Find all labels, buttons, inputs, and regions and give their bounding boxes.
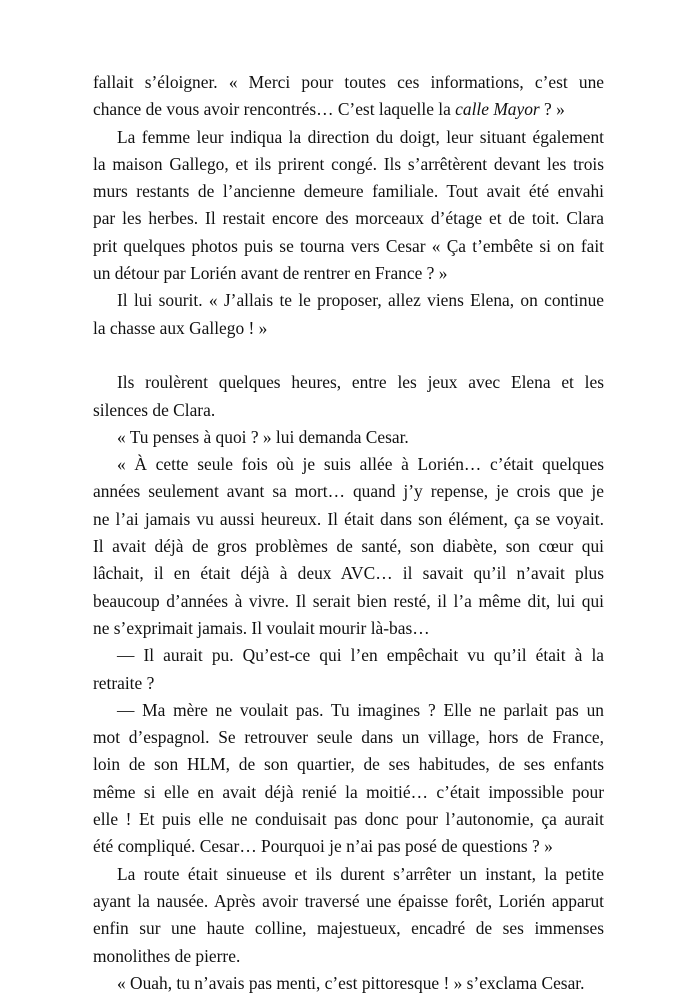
text-line: chance de vous avoir rencontrés… C’est laquelle la calle Mayor ? » [93,99,565,120]
text-line: beaucoup d’années à vivre. Il serait bien resté, il l’a même dit, lui qui [93,590,604,611]
text-line: Il avait déjà de gros problèmes de santé, son diabète, son cœur qui [93,536,604,557]
paragraph-3 [93,287,604,342]
text-line: Ils roulèrent quelques heures, entre les jeux avec Elena et les [117,372,604,393]
text-line: un détour par Lorién avant de rentrer en France ? » [93,263,448,284]
text-line: ne l’ai jamais vu aussi heureux. Il était dans son élément, ça se voyait. [93,508,604,529]
text-line: « Ouah, tu n’avais pas menti, c’est pittoresque ! » s’exclama Cesar. [117,972,585,993]
text-line: Il lui sourit. « J’allais te le proposer, allez viens Elena, on continue [117,290,604,311]
paragraph-4 [93,369,604,424]
paragraph-7 [93,642,604,697]
text-line: même si elle en avait déjà renié la moitié… c’était impossible pour [93,781,604,802]
text-line: années seulement avant sa mort… quand j’y repense, je crois que je [93,481,604,502]
text-line: prit quelques photos puis se tourna vers Cesar « Ça t’embête si on fait [93,235,604,256]
paragraph-2 [93,124,604,288]
text-line: « Tu penses à quoi ? » lui demanda Cesar. [117,426,409,447]
text-line: la chasse aux Gallego ! » [93,317,268,338]
text-line: la maison Gallego, et ils prirent congé. Ils s’arrêtèrent devant les trois [93,153,604,174]
text-line: lâchait, il en était déjà à deux AVC… il savait qu’il n’avait plus [93,563,604,584]
text-line: « À cette seule fois où je suis allée à Lorién… c’était quelques [117,454,604,475]
text-line: murs restants de l’ancienne demeure familiale. Tout avait été envahi [93,181,604,202]
text-line: monolithes de pierre. [93,945,241,966]
paragraph-9 [93,861,604,970]
section-break [93,342,604,369]
text-line: été compliqué. Cesar… Pourquoi je n’ai pas posé de questions ? » [93,836,553,857]
text-line: elle ! Et puis elle ne conduisait pas donc pour l’autonomie, ça aurait [93,809,604,830]
text-line: loin de son HLM, de son quartier, de ses habitudes, de ses enfants [93,754,604,775]
text-line: La route était sinueuse et ils durent s’arrêter un instant, la petite [117,863,604,884]
paragraph-6 [93,451,604,642]
text-line: enfin sur une haute colline, majestueux, encadré de ses immenses [93,918,604,939]
text-line: par les herbes. Il restait encore des morceaux d’étage et de toit. Clara [93,208,604,229]
text-line: silences de Clara. [93,399,216,420]
text-line: fallait s’éloigner. « Merci pour toutes ces informations, c’est une [93,72,604,92]
text-line: retraite ? [93,672,155,693]
text-line: La femme leur indiqua la direction du doigt, leur situant également [117,126,604,147]
text-line: — Ma mère ne voulait pas. Tu imagines ? Elle ne parlait pas un [117,699,604,720]
text-line: ne s’exprimait jamais. Il voulait mourir là-bas… [93,617,430,638]
paragraph-8 [93,697,604,861]
paragraph-10 [93,970,604,997]
book-page [93,69,604,997]
text-line: mot d’espagnol. Se retrouver seule dans un village, hors de France, [93,727,604,748]
text-line: — Il aurait pu. Qu’est-ce qui l’en empêchait vu qu’il était à la [117,645,604,666]
text-line: ayant la nausée. Après avoir traversé une épaisse forêt, Lorién apparut [93,890,604,911]
paragraph-1 [93,69,604,124]
paragraph-5 [93,424,604,451]
